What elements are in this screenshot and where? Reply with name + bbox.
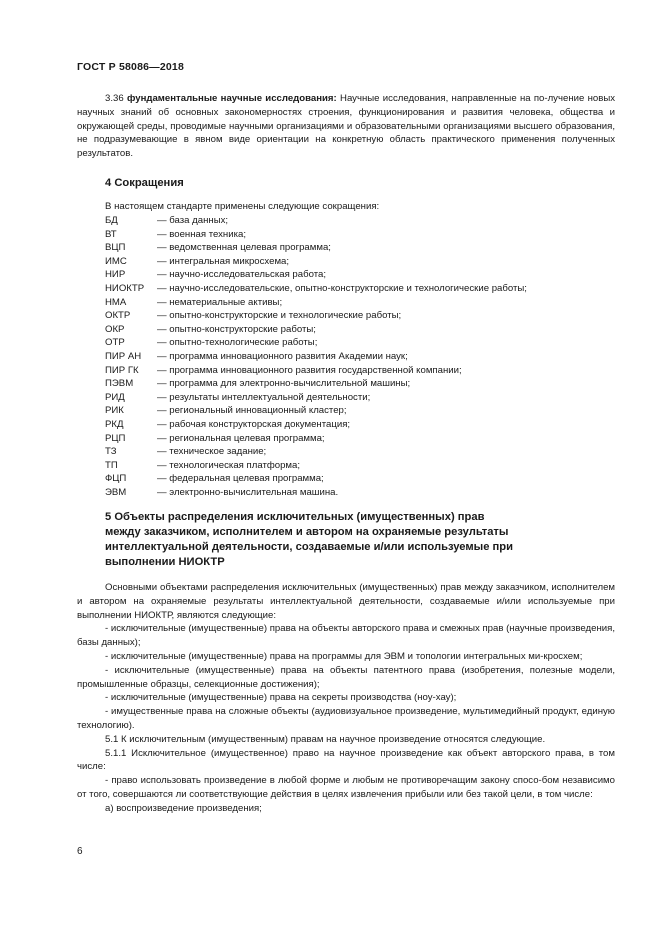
list-item-text: - исключительные (имущественные) права на секреты производства (ноу-хау); <box>105 692 457 704</box>
abbreviation-meaning: — программа инновационного развития государственной компании; <box>157 364 462 376</box>
abbreviation-code: ТЗ <box>105 446 117 458</box>
section-5-title-line: между заказчиком, исполнителем и автором на охраняемые результаты <box>105 526 509 538</box>
abbreviation-code: ПЭВМ <box>105 378 134 390</box>
abbreviation-row <box>105 350 527 364</box>
abbreviation-code: РЦП <box>105 432 126 444</box>
page-number: 6 <box>77 846 83 857</box>
paragraph <box>77 747 615 775</box>
abbreviation-code: БД <box>105 215 118 226</box>
paragraph <box>77 733 615 747</box>
abbreviation-row <box>105 432 527 446</box>
abbreviation-code: ПИР ГК <box>105 364 139 376</box>
abbreviation-meaning: — научно-исследовательские, опытно-конструкторские и технологические работы; <box>157 282 527 294</box>
abbreviation-row <box>105 241 527 255</box>
abbreviation-code: РКД <box>105 418 124 430</box>
abbreviation-row <box>105 377 527 391</box>
abbreviation-row <box>105 418 527 432</box>
paragraph-text: 5.1.1 Исключительное (имущественное) право на научное произведение как объект авторского права, в том числе: <box>77 747 615 773</box>
abbreviation-code: ПИР АН <box>105 350 142 362</box>
section-5-title-line: выполнении НИОКТР <box>105 556 225 568</box>
list-item-text: - исключительные (имущественные) права на объекты патентного права (изобретения, полезные модели, промышленные образцы, селекционные достижения); <box>77 664 615 690</box>
abbreviation-meaning: — база данных; <box>157 215 229 226</box>
abbreviation-row <box>105 445 527 459</box>
abbreviation-meaning: — программа инновационного развития Академии наук; <box>157 350 408 362</box>
abbreviation-meaning: — научно-исследовательская работа; <box>157 269 327 281</box>
section-5-title-line: 5 Объекты распределения исключительных (имущественных) прав <box>105 511 485 523</box>
abbreviation-meaning: — военная техника; <box>157 228 246 240</box>
list-item-text: - исключительные (имущественные) права на объекты авторского права и смежных прав (научные произведения, базы данных); <box>77 623 615 649</box>
abbreviation-meaning: — опытно-конструкторские работы; <box>157 323 316 335</box>
list-item-text: - право использовать произведение в любой форме и любым не противоречащим закону спосо-бом независимо от того, совершаются ли соответствующие действия в целях извлечения прибыли или без такой цели, в том числе: <box>77 775 615 800</box>
abbreviation-meaning: — программа для электронно-вычислительной машины; <box>157 378 411 390</box>
abbreviation-meaning: — федеральная целевая программа; <box>157 473 324 485</box>
list-item <box>77 691 615 705</box>
term-number: 3.36 <box>105 93 124 104</box>
list-item <box>77 664 615 692</box>
abbreviation-code: ФЦП <box>105 473 127 485</box>
abbreviation-meaning: — результаты интеллектуальной деятельности; <box>157 391 371 403</box>
paragraph <box>77 581 615 622</box>
abbreviation-meaning: — региональный инновационный кластер; <box>157 405 347 417</box>
abbreviation-list <box>105 214 527 499</box>
abbreviation-row <box>105 459 527 473</box>
abbreviation-code: ТП <box>105 459 118 471</box>
section-4-intro <box>77 200 615 214</box>
abbreviation-code: НИР <box>105 269 126 281</box>
list-item-text: - исключительные (имущественные) права на программы для ЭВМ и топологии интегральных ми-кросхем; <box>105 650 583 662</box>
paragraph-text: Основными объектами распределения исключительных (имущественных) прав между заказчиком, исполнителем и автором на охраняемые результаты интеллектуальной деятельности, создаваемые и/или используемые при выполнении НИОКТР, являются следующие: <box>77 582 615 621</box>
abbreviation-code: ОТР <box>105 337 125 349</box>
abbreviation-code: РИД <box>105 391 125 403</box>
abbreviation-meaning: — нематериальные активы; <box>157 296 283 308</box>
abbreviation-meaning: — региональная целевая программа; <box>157 432 325 444</box>
abbreviation-row <box>105 323 527 337</box>
abbreviation-code: НИОКТР <box>105 282 145 294</box>
abbreviation-row <box>105 282 527 296</box>
abbreviation-code: ИМС <box>105 255 127 267</box>
abbreviation-meaning: — техническое задание; <box>157 446 267 458</box>
abbreviation-row <box>105 336 527 350</box>
list-item <box>77 802 615 816</box>
abbreviation-meaning: — рабочая конструкторская документация; <box>157 418 351 430</box>
abbreviation-code: ЭВМ <box>105 486 127 498</box>
abbreviation-row <box>105 404 527 418</box>
abbreviation-row <box>105 486 527 500</box>
list-item-text: - имущественные права на сложные объекты (аудиовизуальное произведение, мультимедийный продукт, единую технологию). <box>77 706 615 731</box>
abbreviation-row <box>105 296 527 310</box>
section-4-title: 4 Сокращения <box>105 177 184 189</box>
abbreviation-meaning: — ведомственная целевая программа; <box>157 242 331 254</box>
abbreviation-row <box>105 309 527 323</box>
abbreviation-row <box>105 472 527 486</box>
abbreviation-code: ОКТР <box>105 310 131 322</box>
list-item <box>77 705 615 733</box>
abbreviation-meaning: — интегральная микросхема; <box>157 255 290 267</box>
term-name: фундаментальные научные исследования: <box>126 93 337 104</box>
section-5-title <box>105 510 615 570</box>
abbreviation-meaning: — опытно-технологические работы; <box>157 337 318 349</box>
abbreviation-code: ВТ <box>105 228 117 240</box>
list-item <box>77 774 615 802</box>
abbreviation-code: ОКР <box>105 323 125 335</box>
section-5-title-line: интеллектуальной деятельности, создаваемые и/или используемые при <box>105 541 514 553</box>
abbreviation-meaning: — электронно-вычислительная машина. <box>157 486 339 498</box>
term-3-36-paragraph <box>77 92 615 161</box>
section-4-intro-text: В настоящем стандарте применены следующие сокращения: <box>105 201 380 212</box>
abbreviation-code: РИК <box>105 405 124 417</box>
abbreviation-code: НМА <box>105 296 127 308</box>
abbreviation-meaning: — опытно-конструкторские и технологические работы; <box>157 310 402 322</box>
abbreviation-row <box>105 391 527 405</box>
section-5-body <box>77 581 615 816</box>
paragraph-text: 5.1 К исключительным (имущественным) правам на научное произведение относятся следующие. <box>105 733 546 745</box>
list-item <box>77 650 615 664</box>
standard-header: ГОСТ Р 58086—2018 <box>77 61 185 73</box>
abbreviation-meaning: — технологическая платформа; <box>157 459 300 471</box>
list-item <box>77 622 615 650</box>
abbreviation-code: ВЦП <box>105 242 126 254</box>
abbreviation-row <box>105 364 527 378</box>
abbreviation-row <box>105 268 527 282</box>
list-item-text: а) воспроизведение произведения; <box>105 802 262 814</box>
abbreviation-row <box>105 255 527 269</box>
abbreviation-row <box>105 228 527 242</box>
abbreviation-row <box>105 214 527 228</box>
term-definition: Научные исследования, направленные на по-лучение новых научных знаний об основных закономерностях строения, функционирования и развития человека, общества и окружающей среды, проводимые научными организациями и образовательными организациями высшего образования, не подразумевающие в явном виде ориентации на конкретную область практического применения полученных результатов. <box>77 93 616 160</box>
